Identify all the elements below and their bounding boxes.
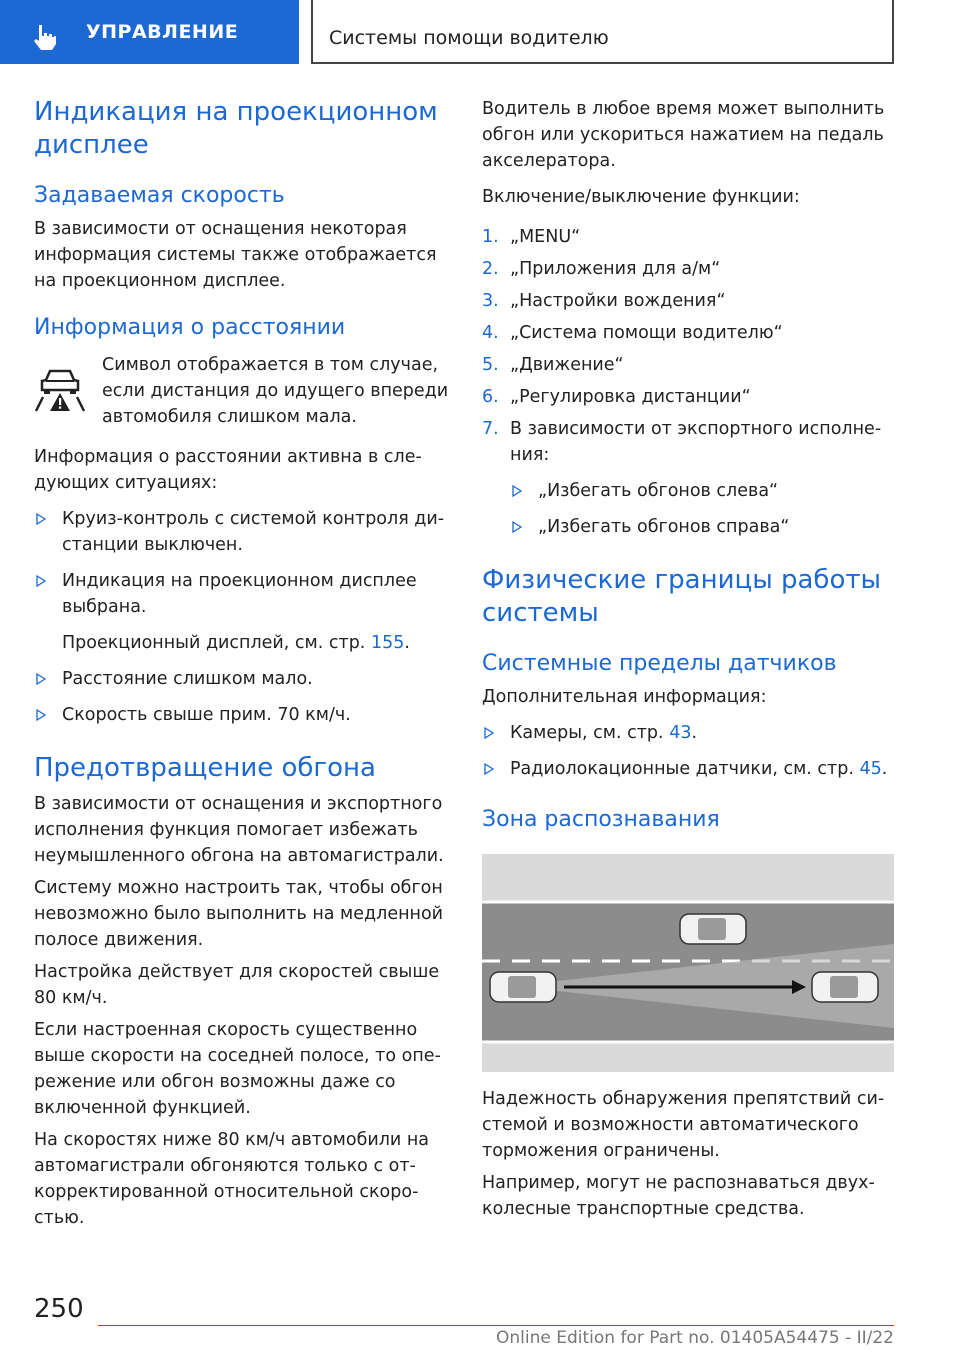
- paragraph: Настройка действует для скоростей свыше 80 км/ч.: [34, 962, 440, 1008]
- sub-item: „Избегать обгонов справа“: [482, 514, 894, 540]
- bullet-triangle-icon: [512, 485, 522, 497]
- heading-overtake: Предотвращение обгона: [34, 753, 376, 783]
- page-link-155[interactable]: 155: [370, 633, 405, 653]
- list-item: Круиз-контроль с системой контроля дистанции выключен.: [34, 506, 452, 558]
- sub-item: „Избегать обгонов слева“: [482, 478, 894, 504]
- footer-edition: Online Edition for Part no. 01405A54475 - II/22: [495, 1328, 894, 1348]
- paragraph: В зависимости от оснащения и экспортного исполнения функция помогает избежать неумышленного обгона на автомагистрали.: [34, 794, 444, 866]
- bullet-triangle-icon: [36, 575, 46, 587]
- paragraph: На скоростях ниже 80 км/ч автомобили на автомагистрали обгоняются только с откорректированной относительной скоростью.: [34, 1130, 430, 1228]
- car-icon: [812, 972, 878, 1002]
- section-tab: [0, 0, 299, 64]
- car-icon: [680, 914, 746, 944]
- step-item: 4. „Система помощи водителю“: [482, 323, 783, 343]
- car-icon: [490, 972, 556, 1002]
- chapter-title: Системы помощи водителю: [329, 27, 609, 49]
- paragraph: Если настроенная скорость существенно выше скорости на соседней полосе, то опережение или обгон возможны даже со включенной функцией.: [34, 1020, 441, 1118]
- hand-icon: [30, 22, 60, 52]
- para-more-info: Дополнительная информация:: [482, 687, 767, 707]
- paragraph: Систему можно настроить так, чтобы обгон невозможно было выполнить на медленной полосе движения.: [34, 878, 444, 950]
- hud-reference: Проекционный дисплей, см. стр. 155.: [62, 633, 410, 653]
- step-item: 3. „Настройки вождения“: [482, 291, 726, 311]
- step-item: 5. „Движение“: [482, 355, 624, 375]
- heading-hud: Индикация на проекционном дисплее: [34, 97, 438, 160]
- right-column: [482, 96, 894, 1222]
- section-label: УПРАВЛЕНИЕ: [86, 21, 239, 43]
- list-item: Индикация на проекционном дисплее выбрана.: [34, 568, 452, 620]
- list-item: Камеры, см. стр. 43.: [482, 720, 894, 746]
- page-link-45[interactable]: 45: [859, 759, 882, 779]
- step-item: 7. В зависимости от экспортного исполнения:: [482, 419, 882, 465]
- heading-set-speed: Задаваемая скорость: [34, 183, 285, 208]
- bullet-triangle-icon: [484, 727, 494, 739]
- para-toggle: Включение/выключение функции:: [482, 187, 800, 207]
- para-set-speed: В зависимости от оснащения некоторая информация системы также отображается на проекционном дисплее.: [34, 219, 437, 291]
- detection-zone-diagram: [482, 854, 894, 1072]
- step-item: 1. „MENU“: [482, 227, 581, 247]
- step-item: 6. „Регулировка дистанции“: [482, 387, 751, 407]
- heading-distance-info: Информация о расстоянии: [34, 315, 346, 340]
- list-item: Скорость свыше прим. 70 км/ч.: [34, 702, 452, 728]
- bullet-triangle-icon: [36, 513, 46, 525]
- heading-sensors: Системные пределы датчиков: [482, 651, 837, 676]
- page-number: 250: [34, 1294, 84, 1324]
- footer-divider: [98, 1325, 894, 1326]
- chapter-box: [311, 0, 894, 64]
- page-link-43[interactable]: 43: [669, 723, 692, 743]
- list-item: Радиолокационные датчики, см. стр. 45.: [482, 756, 894, 782]
- bullet-triangle-icon: [36, 709, 46, 721]
- bullet-triangle-icon: [484, 763, 494, 775]
- para-accelerate: Водитель в любое время может выполнить обгон или ускориться нажатием на педаль акселератора.: [482, 99, 885, 171]
- distance-warning-icon: [34, 360, 86, 412]
- heading-detection-zone: Зона распознавания: [482, 807, 720, 832]
- bullet-triangle-icon: [36, 673, 46, 685]
- para-reliability: Надежность обнаружения препятствий системой и возможности автоматического торможения ограничены.: [482, 1089, 885, 1161]
- para-active: Информация о расстоянии активна в следующих ситуациях:: [34, 447, 422, 493]
- para-icon-desc: Символ отображается в том случае, если дистанция до идущего впереди автомобиля слишком мала.: [102, 355, 449, 427]
- left-column: [34, 96, 452, 1231]
- distance-warning-row: [34, 352, 452, 430]
- step-item: 2. „Приложения для а/м“: [482, 259, 721, 279]
- para-example: Например, могут не распознаваться двухколесные транспортные средства.: [482, 1173, 875, 1219]
- heading-limits: Физические границы работы системы: [482, 565, 882, 628]
- list-item: Расстояние слишком мало.: [34, 666, 452, 692]
- bullet-triangle-icon: [512, 521, 522, 533]
